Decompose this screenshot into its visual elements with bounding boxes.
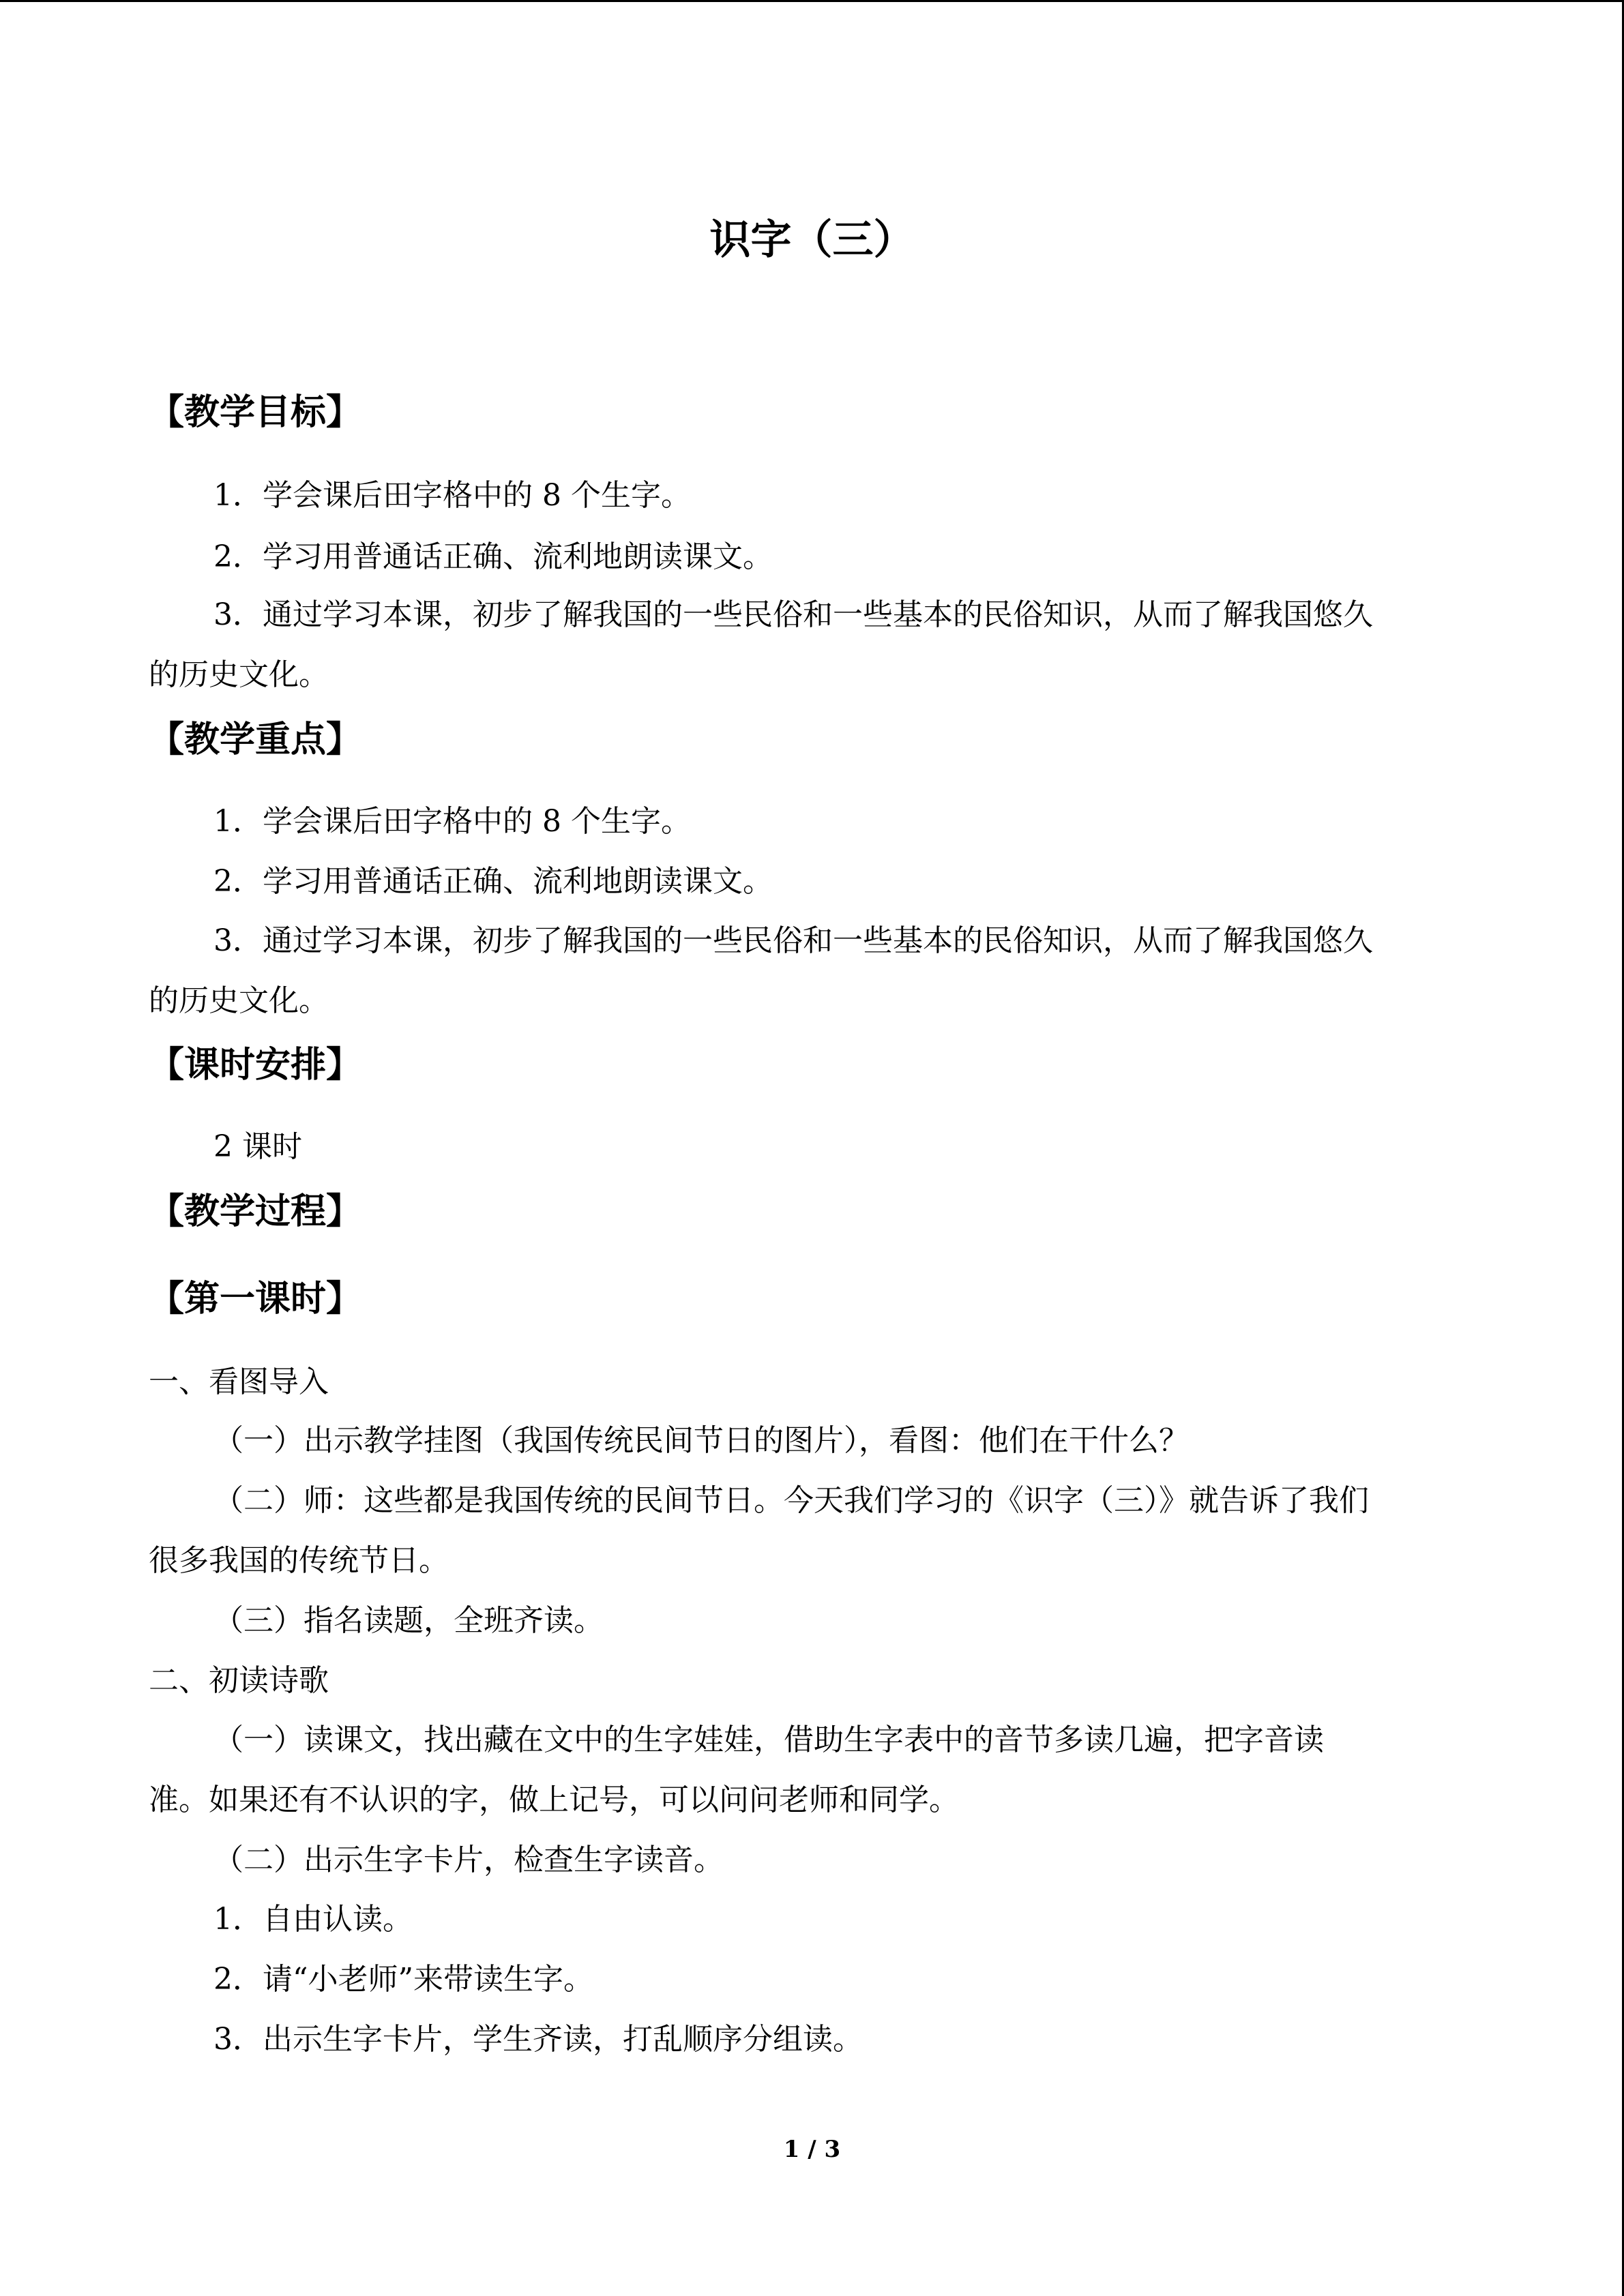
- heading-goals: 【教学目标】: [149, 392, 362, 433]
- key-item-2: 2．学习用普通话正确、流利地朗读课文。: [213, 864, 773, 899]
- goal-item-3: 3．通过学习本课，初步了解我国的一些民俗和一些基本的民俗知识，从而了解我国悠久: [213, 597, 1373, 632]
- heading-key-points: 【教学重点】: [149, 719, 362, 760]
- goal-item-3-cont: 的历史文化。: [149, 657, 329, 692]
- heading-process: 【教学过程】: [149, 1191, 362, 1232]
- part2-sub-item-1: 1．自由认读。: [213, 1902, 413, 1937]
- part1-item-3: （三）指名读题，全班齐读。: [213, 1603, 604, 1638]
- key-item-3-cont: 的历史文化。: [149, 983, 329, 1018]
- key-item-1: 1．学会课后田字格中的 8 个生字。: [213, 804, 691, 839]
- part1-item-1: （一）出示教学挂图（我国传统民间节日的图片），看图：他们在干什么？: [213, 1423, 1189, 1458]
- part1-item-2: （二）师：这些都是我国传统的民间节日。今天我们学习的《识字（三）》就告诉了我们: [213, 1483, 1369, 1518]
- key-item-3: 3．通过学习本课，初步了解我国的一些民俗和一些基本的民俗知识，从而了解我国悠久: [213, 923, 1373, 958]
- part2-sub-item-3: 3．出示生字卡片，学生齐读，打乱顺序分组读。: [213, 2022, 863, 2057]
- goal-item-1: 1．学会课后田字格中的 8 个生字。: [213, 478, 691, 513]
- part2-item-1-cont: 准。如果还有不认识的字，做上记号，可以问问老师和同学。: [149, 1783, 959, 1817]
- part1-title: 一、看图导入: [149, 1365, 329, 1399]
- part2-title: 二、初读诗歌: [149, 1663, 329, 1698]
- page-title: 识字（三）: [709, 216, 915, 264]
- part1-item-2-cont: 很多我国的传统节日。: [149, 1543, 449, 1578]
- part2-item-2: （二）出示生字卡片，检查生字读音。: [213, 1843, 724, 1877]
- part2-item-1: （一）读课文，找出藏在文中的生字娃娃，借助生字表中的音节多读几遍，把字音读: [213, 1723, 1324, 1757]
- goal-item-2: 2．学习用普通话正确、流利地朗读课文。: [213, 539, 773, 574]
- heading-lesson1: 【第一课时】: [149, 1279, 362, 1320]
- part2-sub-item-2: 2．请“小老师”来带读生字。: [213, 1962, 593, 1997]
- schedule-text: 2 课时: [213, 1129, 302, 1164]
- page-number: 1 / 3: [783, 2136, 841, 2163]
- heading-schedule: 【课时安排】: [149, 1045, 362, 1086]
